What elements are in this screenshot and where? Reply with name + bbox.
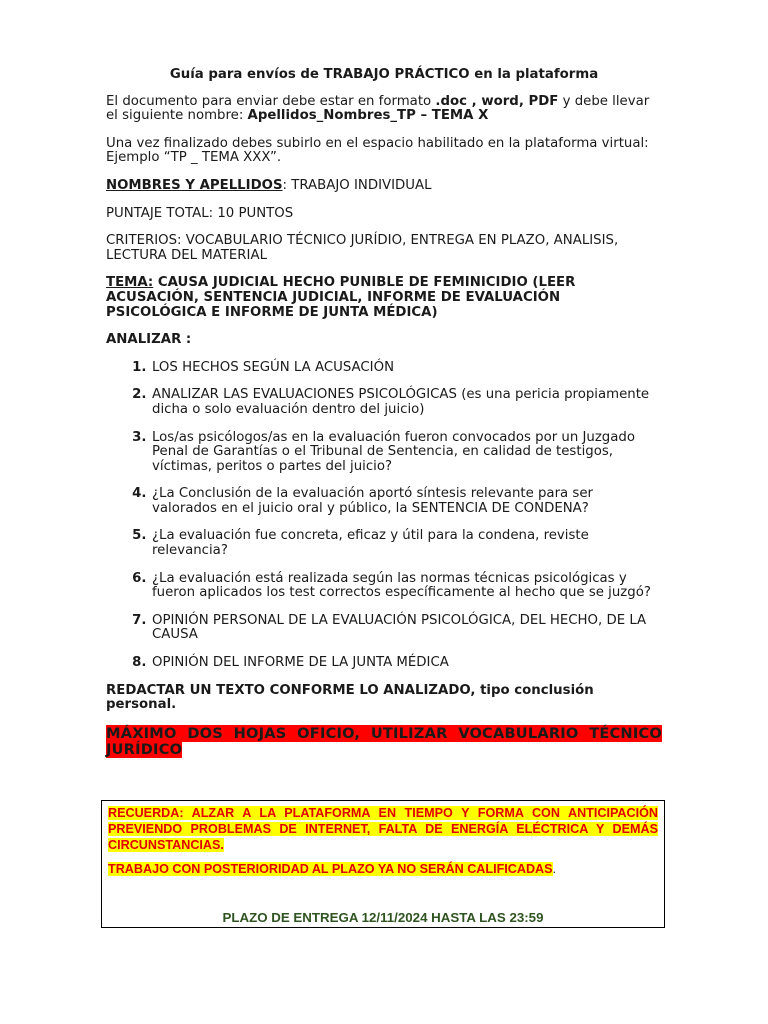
list-item: 7. OPINIÓN PERSONAL DE LA EVALUACIÓN PSICOLÓGICA, DEL HECHO, DE LA CAUSA bbox=[151, 614, 662, 643]
list-item: 1. LOS HECHOS SEGÚN LA ACUSACIÓN bbox=[151, 361, 662, 376]
theme-paragraph bbox=[106, 276, 662, 320]
names-value: : TRABAJO INDIVIDUAL bbox=[282, 177, 432, 193]
upload-paragraph: Una vez finalizado debes subirlo en el espacio habilitado en la plataforma virtual: Ejemplo “TP _ TEMA XXX”. bbox=[106, 135, 649, 166]
max-pages-banner: MÁXIMO DOS HOJAS OFICIO, UTILIZAR VOCABULARIO TÉCNICO JURÍDICO bbox=[106, 724, 662, 759]
list-item: 2. ANALIZAR LAS EVALUACIONES PSICOLÓGICAS (es una pericia propiamente dicha o solo evaluación dentro del juicio) bbox=[151, 388, 662, 417]
write-bold: REDACTAR UN TEXTO CONFORME LO ANALIZADO, bbox=[106, 682, 476, 698]
format-paragraph bbox=[106, 95, 662, 124]
reminder-box bbox=[101, 800, 665, 928]
names-label: NOMBRES Y APELLIDOS bbox=[106, 177, 283, 193]
score-paragraph: PUNTAJE TOTAL: 10 PUNTOS bbox=[106, 205, 294, 221]
list-item: 8. OPINIÓN DEL INFORME DE LA JUNTA MÉDICA bbox=[151, 656, 662, 671]
format-types: .doc , word, PDF bbox=[435, 93, 559, 109]
page-title: Guía para envíos de TRABAJO PRÁCTICO en la plataforma bbox=[169, 67, 599, 82]
format-name: Apellidos_Nombres_TP – TEMA X bbox=[247, 108, 489, 124]
theme-label: TEMA: bbox=[106, 275, 154, 291]
list-item: 5. ¿La evaluación fue concreta, eficaz y útil para la condena, reviste relevancia? bbox=[151, 529, 662, 558]
format-mid: y debe llevar el siguiente nombre: bbox=[106, 93, 650, 124]
analysis-list bbox=[106, 361, 662, 671]
late-paragraph bbox=[108, 861, 658, 877]
write-rest: tipo conclusión personal. bbox=[106, 682, 594, 713]
late-notice: TRABAJO CON POSTERIORIDAD AL PLAZO YA NO SERÁN CALIFICADAS bbox=[108, 862, 553, 876]
max-pages-wrapper bbox=[106, 726, 662, 759]
reminder-paragraph bbox=[108, 805, 658, 853]
reminder-text: RECUERDA: ALZAR A LA PLATAFORMA EN TIEMPO Y FORMA CON ANTICIPACIÓN PREVIENDO PROBLEMAS DE INTERNET, FALTA DE ENERGÍA ELÉCTRICA Y DEMÁS CIRCUNSTANCIAS. bbox=[108, 806, 658, 852]
late-period: . bbox=[552, 862, 557, 876]
deadline-text: PLAZO DE ENTREGA 12/11/2024 HASTA LAS 23:59 bbox=[222, 910, 544, 925]
write-paragraph bbox=[106, 684, 662, 713]
criteria-paragraph: CRITERIOS: VOCABULARIO TÉCNICO JURÍDIO, ENTREGA EN PLAZO, ANALISIS, LECTURA DEL MATERIAL bbox=[106, 233, 619, 263]
format-intro: El documento para enviar debe estar en formato bbox=[106, 93, 436, 109]
list-item: 4. ¿La Conclusión de la evaluación aportó síntesis relevante para ser valorados en el juicio oral y público, la SENTENCIA DE CONDENA? bbox=[151, 487, 662, 516]
names-paragraph bbox=[106, 179, 662, 194]
analyze-heading: ANALIZAR : bbox=[106, 332, 192, 348]
list-item: 6. ¿La evaluación está realizada según las normas técnicas psicológicas y fueron aplicados los test correctos específicamente al hecho que se juzgó? bbox=[151, 572, 662, 601]
theme-text: CAUSA JUDICIAL HECHO PUNIBLE DE FEMINICIDIO (LEER ACUSACIÓN, SENTENCIA JUDICIAL, INFORME DE EVALUACIÓN PSICOLÓGICA E INFORME DE JUNTA MÉDICA) bbox=[106, 275, 576, 320]
list-item: 3. Los/as psicólogos/as en la evaluación fueron convocados por un Juzgado Penal de Garantías o el Tribunal de Sentencia, en calidad de testigos, víctimas, peritos o partes del juicio? bbox=[151, 431, 662, 475]
document-body bbox=[106, 68, 662, 767]
